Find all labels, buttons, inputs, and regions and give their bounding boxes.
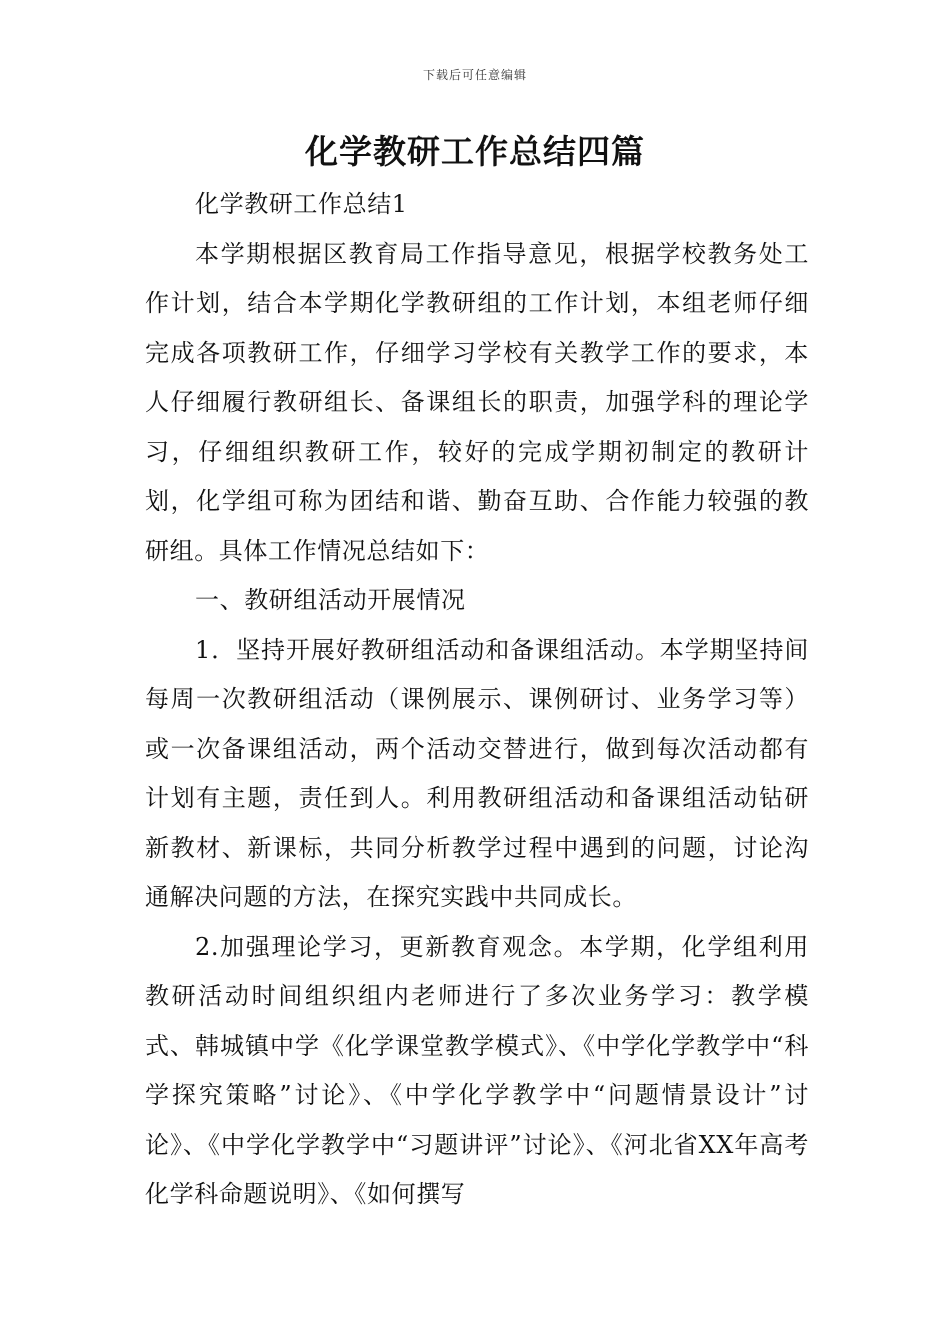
section-heading: 化学教研工作总结1 [195,190,408,218]
paragraph: 1．坚持开展好教研组活动和备课组活动。本学期坚持间每周一次教研组活动（课例展示、课例研讨、业务学习等）或一次备课组活动，两个活动交替进行，做到每次活动都有计划有主题，责任到人。利用教研组活动和备课组活动钻研新教材、新课标，共同分析教学过程中遇到的问题，讨论沟通解决问题的方法，在探究实践中共同成长。 [145,635,809,911]
subsection-heading: 一、教研组活动开展情况 [195,586,466,614]
paragraph: 本学期根据区教育局工作指导意见，根据学校教务处工作计划，结合本学期化学教研组的工作计划，本组老师仔细完成各项教研工作，仔细学习学校有关教学工作的要求，本人仔细履行教研组长、备课组长的职责，加强学科的理论学习，仔细组织教研工作，较好的完成学期初制定的教研计划，化学组可称为团结和谐、勤奋互助、合作能力较强的教研组。具体工作情况总结如下： [145,239,809,565]
header-note: 下载后可任意编辑 [422,68,527,82]
paragraph: 2.加强理论学习，更新教育观念。本学期，化学组利用教研活动时间组织组内老师进行了多次业务学习：教学模式、韩城镇中学《化学课堂教学模式》、《中学化学教学中“科学探究策略”讨论》、《中学化学教学中“问题情景设计”讨论》、《中学化学教学中“习题讲评”讨论》、《河北省XX年高考化学科命题说明》、《如何撰写 [145,932,809,1208]
document-title: 化学教研工作总结四篇 [305,132,645,171]
document-body [145,180,809,1220]
